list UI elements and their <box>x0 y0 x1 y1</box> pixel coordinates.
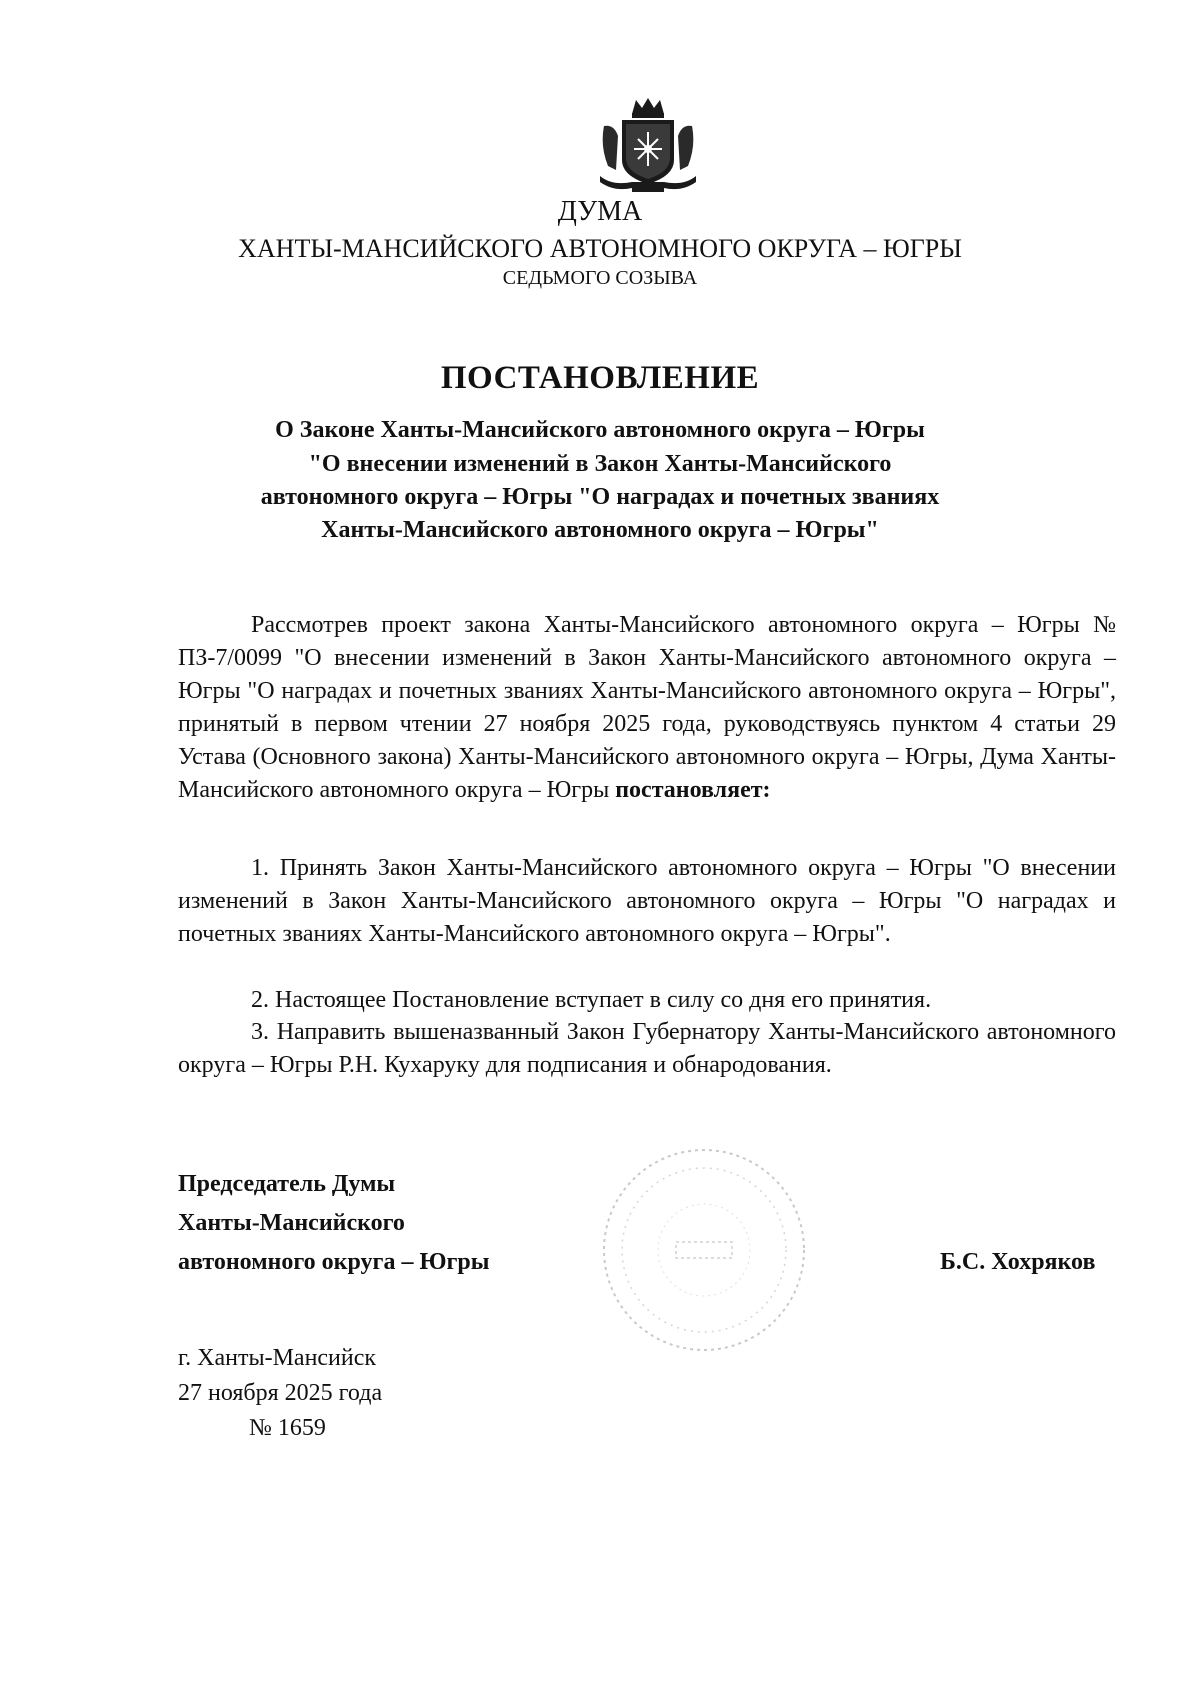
signer-position-line-2: Ханты-Мансийского <box>178 1210 405 1236</box>
resolves-word: постановляет: <box>615 777 771 803</box>
preamble-paragraph <box>178 609 1116 807</box>
city: г. Ханты-Мансийск <box>178 1345 377 1371</box>
item-1: 1. Принять Закон Ханты-Мансийского автономного округа – Югры "О внесении изменений в Закон Ханты-Мансийского автономного округа – Югры "О наградах и почетных званиях Ханты-Мансийского автономного округа – Югры". <box>178 855 1116 947</box>
org-name-line-2: ХАНТЫ-МАНСИЙСКОГО АВТОНОМНОГО ОКРУГА – ЮГРЫ <box>238 234 962 263</box>
signer-position-line-1: Председатель Думы <box>178 1171 396 1197</box>
document-number: № 1659 <box>249 1415 326 1441</box>
signer-name: Б.С. Хохряков <box>940 1249 1096 1275</box>
subject-line-3: автономного округа – Югры "О наградах и почетных званиях <box>260 484 940 510</box>
coat-of-arms-icon <box>592 96 704 196</box>
item-3: 3. Направить вышеназванный Закон Губернатору Ханты-Мансийского автономного округа – Югры Р.Н. Кухаруку для подписания и обнародования. <box>178 1019 1116 1078</box>
official-seal-icon <box>596 1142 812 1358</box>
org-name-line-1: ДУМА <box>557 196 643 227</box>
subject-line-2: "О внесении изменений в Закон Ханты-Мансийского <box>308 451 892 477</box>
item-2: 2. Настоящее Постановление вступает в силу со дня его принятия. <box>251 987 932 1013</box>
signer-position-line-3: автономного округа – Югры <box>178 1249 490 1275</box>
org-convocation: СЕДЬМОГО СОЗЫВА <box>502 267 698 289</box>
document-title: ПОСТАНОВЛЕНИЕ <box>440 360 760 396</box>
subject-line-1: О Законе Ханты-Мансийского автономного округа – Югры <box>275 417 925 443</box>
subject-line-4: Ханты-Мансийского автономного округа – Югры" <box>321 517 879 543</box>
document-date: 27 ноября 2025 года <box>178 1380 383 1406</box>
preamble-text: Рассмотрев проект закона Ханты-Мансийского автономного округа – Югры № ПЗ-7/0099 "О внесении изменений в Закон Ханты-Мансийского автономного округа – Югры "О наградах и почетных званиях Ханты-Мансийского автономного округа – Югры", принятый в первом чтении 27 ноября 2025 года, руководствуясь пунктом 4 статьи 29 Устава (Основного закона) Ханты-Мансийского автономного округа – Югры, Дума Ханты-Мансийского автономного округа – Югры <box>178 612 1116 803</box>
